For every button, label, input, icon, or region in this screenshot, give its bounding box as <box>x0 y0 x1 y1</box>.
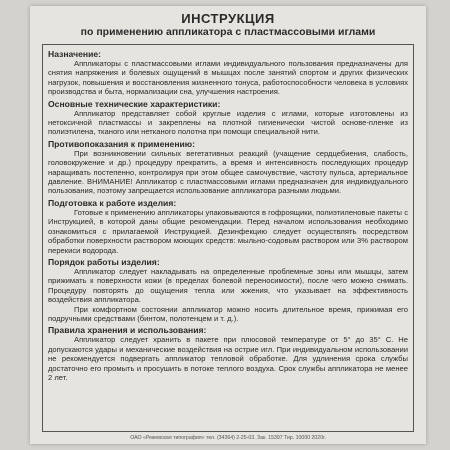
section-paragraph: Готовые к применению аппликаторы упаковываются в гофроящики, полиэтиленовые пакеты с Инструкцией, в которой даны общие рекомендации. Перед началом использования необходимо ознакомиться с прилагаемой Инструкцией. Дезинфекцию следует осуществлять посредством обработки поверхности раствором моющих средств: мыльно-содовым раствором или 3% раствором перекиси водорода. <box>48 207 408 255</box>
section-heading: Назначение: <box>48 49 102 59</box>
printer-footer: ОАО «Режевская типография» тел. (34364) 2-25-03. Зак. 15397 Тир. 10000 2020г. <box>130 435 326 441</box>
document-subtitle: по применению аппликатора с пластмассовыми иглами <box>80 26 376 38</box>
section-heading: Основные технические характеристики: <box>48 98 221 109</box>
section-heading: Подготовка к работе изделия: <box>48 197 177 208</box>
section-paragraph: Аппликатор следует хранить в пакете при плюсовой температуре от 5° до 35° С. Не допускаются удары и механические воздействия на острие игл. При индивидуальном использовании не рекомендуется подвергать аппликатор тепловой обработке. Для удлинения срока службы достаточно его промыть и просушить в потоке теплого воздуха. Срок службы аппликатора не менее 2 лет. <box>48 335 408 382</box>
section-paragraph: Аппликатор следует накладывать на определенные проблемные зоны или мышцы, затем прижимать к поверхности кожи (в пределах болевой переносимости), после чего можно снимать. Процедуру повторять до ощущения тепла или жжения, что указывает на эффективность воздействия аппликатора. <box>48 266 408 305</box>
section-paragraph: Аппликатор представляет собой круглые изделия с иглами, которые изготовлены из нетоксичной пластмассы и закреплены на плотной гигиенически чистой основе-пленке из полиэтилена, тканого или нетканого полотна при помощи специальной нити. <box>48 108 408 137</box>
section-paragraph: При возникновении сильных вегетативных реакций (учащение сердцебиения, слабость, головокружение и др.) процедуру прекратить, а время и интенсивность последующих процедур наращивать постепенно, контролируя при этом общее самочувствие, частоту пульса, артериальное давление. ВНИМАНИЕ! Аппликатор с пластмассовыми иглами предназначен для индивидуального пользования, поэтому запрещается использование аппликатора разными людьми. <box>48 148 408 196</box>
section-heading: Порядок работы изделия: <box>48 256 160 267</box>
instruction-frame <box>42 44 414 432</box>
section-heading: Противопоказания к применению: <box>48 138 196 149</box>
section-paragraph: Аппликаторы с пластмассовыми иглами индивидуального пользования предназначены для снятия напряжения и болевых ощущений в мышцах после занятий спортом и других физических нагрузок, повышения и восстановления жизненного тонуса, работоспособности человека в условиях производства и быта, нормализации сна, улучшения настроения. <box>48 59 408 97</box>
instruction-sheet <box>30 6 426 444</box>
section-heading: Правила хранения и использования: <box>48 325 207 336</box>
document-title: ИНСТРУКЦИЯ <box>181 11 275 26</box>
section-paragraph: При комфортном состоянии аппликатор можно носить длительное время, прижимая его подручными средствами (бинтом, полотенцем и т. д.). <box>48 304 408 323</box>
